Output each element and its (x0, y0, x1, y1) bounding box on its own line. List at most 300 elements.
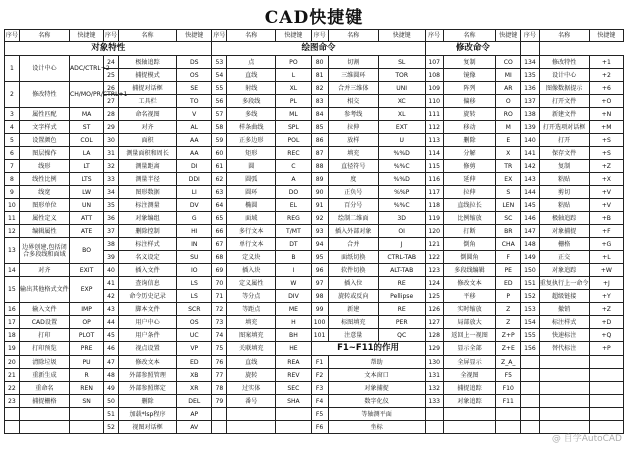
table-cell: 直径符号 (328, 160, 378, 173)
table-cell: 140 (521, 134, 539, 147)
table-cell: 插入块 (227, 264, 276, 277)
table-cell: 图形单位 (19, 199, 69, 212)
table-cell: 148 (521, 238, 539, 251)
table-cell: 图像数据提示 (539, 82, 589, 95)
table-cell: 全视图 (443, 369, 495, 382)
table-cell: 放样 (328, 134, 378, 147)
table-cell: 154 (521, 316, 539, 329)
column-header: 名称 (19, 30, 69, 42)
table-cell: BO (69, 238, 103, 264)
table-row (5, 82, 624, 95)
table-cell: 清除垃圾 (19, 356, 69, 369)
table-cell: 22 (5, 382, 20, 395)
table-cell: 119 (425, 212, 443, 225)
table-cell: 图形数据 (118, 186, 176, 199)
table-cell: H (276, 316, 311, 329)
table-cell: 注意量 (328, 329, 378, 342)
table-cell: 软件切换 (328, 264, 378, 277)
empty-cell (443, 408, 495, 421)
table-cell: TO (177, 95, 212, 108)
table-cell: 51 (104, 408, 119, 421)
table-cell: 标注样式 (118, 238, 176, 251)
table-cell: 对齐 (19, 264, 69, 277)
table-cell: REG (276, 212, 311, 225)
empty-cell (69, 408, 103, 421)
table-cell: AP (177, 408, 212, 421)
table-cell: 栅格 (539, 238, 589, 251)
table-cell: 粘贴 (539, 199, 589, 212)
table-cell: PO (276, 56, 311, 69)
empty-cell (539, 356, 589, 369)
table-cell: 等分点 (227, 290, 276, 303)
table-cell: 对象追踪 (443, 395, 495, 408)
table-cell: 拉伸 (328, 121, 378, 134)
table-cell: 108 (425, 69, 443, 82)
column-header: 名称 (539, 30, 589, 42)
table-cell: 插入文件 (118, 264, 176, 277)
table-cell: 多行文本 (227, 225, 276, 238)
table-cell: 用户条件 (118, 329, 176, 342)
table-cell: REA (276, 356, 311, 369)
table-cell: 旋转 (443, 108, 495, 121)
table-cell: 百分号 (328, 199, 378, 212)
table-cell: RE (378, 277, 425, 290)
table-cell: 标图填充 (328, 316, 378, 329)
table-cell: 146 (521, 212, 539, 225)
table-row (5, 147, 624, 160)
table-cell: 76 (212, 356, 227, 369)
column-header: 快捷键 (378, 30, 425, 42)
table-row (5, 329, 624, 342)
table-cell: 2 (5, 82, 20, 108)
table-cell: BH (276, 329, 311, 342)
table-cell: 对象捕捉 (539, 225, 589, 238)
header-row (5, 30, 624, 42)
table-cell: 82 (311, 82, 328, 95)
table-cell: 边界创建,包括闭合多段线和面域 (19, 238, 69, 264)
table-cell: 保存文件 (539, 147, 589, 160)
table-cell: 52 (104, 421, 119, 434)
table-cell: 25 (104, 69, 119, 82)
table-cell: 文字样式 (19, 121, 69, 134)
table-cell: 35 (104, 199, 119, 212)
empty-cell (227, 421, 276, 434)
table-cell: %%D (378, 173, 425, 186)
table-cell: 55 (212, 82, 227, 95)
table-cell: 合并 (328, 238, 378, 251)
table-cell: 返回上一视图 (443, 329, 495, 342)
table-cell: XB (177, 369, 212, 382)
table-cell: 122 (425, 251, 443, 264)
table-cell: 矩形 (227, 147, 276, 160)
empty-cell (521, 42, 539, 56)
table-cell: 152 (521, 290, 539, 303)
empty-cell (276, 408, 311, 421)
table-cell: 78 (212, 382, 227, 395)
table-cell: F5 (496, 369, 521, 382)
table-cell: 4 (5, 121, 20, 134)
empty-cell (212, 408, 227, 421)
table-cell: %%C (378, 160, 425, 173)
table-cell: 143 (521, 173, 539, 186)
table-cell: M (496, 121, 521, 134)
fkey-label: F2 (311, 369, 328, 382)
table-cell: 60 (212, 147, 227, 160)
table-cell: 属性定义 (19, 212, 69, 225)
table-cell: 修改文本 (118, 356, 176, 369)
table-cell: +S (589, 147, 623, 160)
table-row (5, 199, 624, 212)
table-cell: +P (589, 342, 623, 356)
table-cell: SL (378, 56, 425, 69)
table-cell: 命令历史记录 (118, 290, 176, 303)
table-cell: 图层操作 (19, 147, 69, 160)
table-cell: Z+P (496, 329, 521, 342)
table-cell: 126 (425, 303, 443, 316)
table-cell: 1 (5, 56, 20, 82)
table-cell: DDI (177, 173, 212, 186)
table-cell: %%P (378, 186, 425, 199)
table-row (5, 186, 624, 199)
table-cell: 121 (425, 238, 443, 251)
table-cell: 65 (212, 212, 227, 225)
table-cell: CAD设置 (19, 316, 69, 329)
fkey-label: F4 (311, 395, 328, 408)
column-header: 名称 (118, 30, 176, 42)
empty-cell (425, 421, 443, 434)
table-cell: 42 (104, 290, 119, 303)
table-cell: OI (378, 225, 425, 238)
table-cell: I (276, 264, 311, 277)
table-cell: 3 (5, 108, 20, 121)
table-cell: DV (177, 199, 212, 212)
column-header: 序号 (521, 30, 539, 42)
fkey-function: 对象捕捉 (328, 382, 425, 395)
table-cell: REN (69, 382, 103, 395)
table-cell: 95 (311, 251, 328, 264)
table-cell: 48 (104, 369, 119, 382)
table-cell: 命名视图 (118, 108, 176, 121)
fkey-function: 等轴测平面 (328, 408, 425, 421)
column-header: 快捷键 (496, 30, 521, 42)
table-row (5, 382, 624, 395)
table-row (5, 134, 624, 147)
empty-cell (212, 421, 227, 434)
table-cell: %%C (378, 199, 425, 212)
table-cell: W (276, 277, 311, 290)
table-cell: 设置颜色 (19, 134, 69, 147)
empty-cell (69, 421, 103, 434)
table-cell: 多段线编辑 (443, 264, 495, 277)
table-cell: 73 (212, 316, 227, 329)
table-cell: 117 (425, 186, 443, 199)
table-cell: 109 (425, 82, 443, 95)
table-cell: X (496, 147, 521, 160)
table-row (5, 108, 624, 121)
table-cell: 130 (425, 356, 443, 369)
empty-cell (19, 408, 69, 421)
table-cell: 参考线 (328, 108, 378, 121)
table-cell: %%D (378, 147, 425, 160)
table-cell: EX (496, 173, 521, 186)
table-cell: 123 (425, 264, 443, 277)
table-cell: 外部参照管理 (118, 369, 176, 382)
empty-cell (5, 421, 20, 434)
table-cell: +O (589, 95, 623, 108)
table-cell: E (496, 134, 521, 147)
table-cell: 新建 (328, 303, 378, 316)
table-cell: 84 (311, 108, 328, 121)
table-cell: F (496, 251, 521, 264)
table-cell: 拉伸 (443, 186, 495, 199)
table-cell: EXP (69, 277, 103, 303)
table-cell: 名义设定 (118, 251, 176, 264)
table-cell: 111 (425, 108, 443, 121)
table-cell: 151 (521, 277, 539, 290)
table-cell: 50 (104, 395, 119, 408)
table-cell: 填充 (227, 316, 276, 329)
table-cell: 正负号 (328, 186, 378, 199)
table-cell: OS (177, 316, 212, 329)
table-cell: 44 (104, 316, 119, 329)
table-cell: 复制 (539, 160, 589, 173)
table-cell: DIV (276, 290, 311, 303)
table-cell: 对象编组 (118, 212, 176, 225)
table-cell: AA (177, 147, 212, 160)
table-cell: 141 (521, 147, 539, 160)
table-cell: 射线 (227, 82, 276, 95)
table-row (5, 264, 624, 277)
table-cell: 比例缩放 (443, 212, 495, 225)
table-cell: 46 (104, 342, 119, 356)
table-cell: 输出其他格式文件 (19, 277, 69, 303)
table-cell: 填充 (328, 147, 378, 160)
empty-cell (539, 369, 589, 382)
table-cell: 显示全部 (443, 342, 495, 356)
table-cell: LW (69, 186, 103, 199)
table-cell: 114 (425, 147, 443, 160)
table-cell: F10 (496, 382, 521, 395)
table-cell: 复制 (443, 56, 495, 69)
table-cell: 77 (212, 369, 227, 382)
empty-cell (521, 369, 539, 382)
table-cell: 视点设置 (118, 342, 176, 356)
table-cell: 捕捉对话框 (118, 82, 176, 95)
table-cell: 倒角 (443, 238, 495, 251)
table-cell: 打印 (19, 329, 69, 342)
table-cell: Z_A_ (496, 356, 521, 369)
table-cell: PLOT (69, 329, 103, 342)
table-cell: 倒圆角 (443, 251, 495, 264)
table-cell: 79 (212, 395, 227, 408)
table-cell: 37 (104, 225, 119, 238)
table-cell: +2 (589, 69, 623, 82)
table-cell: 28 (104, 108, 119, 121)
table-cell: 17 (5, 316, 20, 329)
table-cell: T/MT (276, 225, 311, 238)
table-cell: 92 (311, 212, 328, 225)
table-cell: +F (589, 225, 623, 238)
fkey-label: F5 (311, 408, 328, 421)
column-header: 序号 (5, 30, 20, 42)
table-cell: 线宽 (19, 186, 69, 199)
table-cell: 过实体 (227, 382, 276, 395)
column-header: 名称 (443, 30, 495, 42)
table-cell: 72 (212, 303, 227, 316)
table-row (5, 56, 624, 69)
table-cell: 107 (425, 56, 443, 69)
table-cell: S (496, 186, 521, 199)
table-cell: 124 (425, 277, 443, 290)
table-cell: 正交 (539, 251, 589, 264)
table-cell: SN (69, 395, 103, 408)
table-cell: 58 (212, 121, 227, 134)
table-cell: 面纸切换 (328, 251, 378, 264)
table-cell: +M (589, 121, 623, 134)
table-cell: 64 (212, 199, 227, 212)
table-cell: CO (496, 56, 521, 69)
table-cell: 155 (521, 329, 539, 342)
table-cell: L (276, 69, 311, 82)
table-cell: 139 (521, 121, 539, 134)
table-cell: 66 (212, 225, 227, 238)
table-cell: 6 (5, 147, 20, 160)
table-cell: 98 (311, 290, 328, 303)
empty-cell (425, 408, 443, 421)
table-cell: 5 (5, 134, 20, 147)
table-cell: 插入位 (328, 277, 378, 290)
table-cell: 45 (104, 329, 119, 342)
table-cell: 112 (425, 121, 443, 134)
section-header-modify: 修改命令 (425, 42, 521, 56)
section-header-draw: 绘图命令 (212, 42, 425, 56)
empty-cell (276, 421, 311, 434)
table-cell: 94 (311, 238, 328, 251)
fkey-function: 数字化仪 (328, 395, 425, 408)
page-title: CAD快捷键 (264, 8, 364, 28)
table-cell: 合并三维体 (328, 82, 378, 95)
table-cell: 番号 (227, 395, 276, 408)
table-cell: 镜像 (443, 69, 495, 82)
empty-cell (19, 421, 69, 434)
table-cell: 用户中心 (118, 316, 176, 329)
table-cell: 超级链接 (539, 290, 589, 303)
table-cell: 138 (521, 108, 539, 121)
table-cell: 3D (378, 212, 425, 225)
table-row (5, 369, 624, 382)
fkey-function: 帮助 (328, 356, 425, 369)
table-cell: EXT (378, 121, 425, 134)
section-header-object: 对象特性 (5, 42, 212, 56)
table-cell: 删除 (118, 395, 176, 408)
table-cell: 视图对话框 (118, 421, 176, 434)
empty-cell (539, 395, 589, 408)
table-cell: 线性比例 (19, 173, 69, 186)
table-cell: TR (496, 160, 521, 173)
table-cell: REC (276, 147, 311, 160)
table-cell: DEL (177, 395, 212, 408)
table-row (5, 225, 624, 238)
column-header: 序号 (212, 30, 227, 42)
table-cell: 149 (521, 251, 539, 264)
table-cell: +W (589, 264, 623, 277)
table-cell: 21 (5, 369, 20, 382)
table-cell: 54 (212, 69, 227, 82)
table-cell: 23 (5, 395, 20, 408)
table-cell: 旋转或反向 (328, 290, 378, 303)
fkey-function: 文本窗口 (328, 369, 425, 382)
table-cell: 打开选项对话框 (539, 121, 589, 134)
table-cell: 9 (5, 186, 20, 199)
table-cell: 14 (5, 264, 20, 277)
table-cell: +V (589, 186, 623, 199)
table-cell: Pellipse (378, 290, 425, 303)
table-cell: 测量半径 (118, 173, 176, 186)
table-cell: OS (177, 69, 212, 82)
table-cell: 30 (104, 134, 119, 147)
table-cell: SHA (276, 395, 311, 408)
table-cell: 等距点 (227, 303, 276, 316)
table-cell: COL (69, 134, 103, 147)
table-cell: AR (496, 82, 521, 95)
table-cell: DI (177, 160, 212, 173)
table-cell: 115 (425, 160, 443, 173)
table-cell: MA (69, 108, 103, 121)
table-cell: 20 (5, 356, 20, 369)
table-cell: 标注样式 (539, 316, 589, 329)
table-cell: 图案填充 (227, 329, 276, 342)
table-cell: BR (496, 225, 521, 238)
column-header: 快捷键 (177, 30, 212, 42)
table-cell: 53 (212, 56, 227, 69)
table-cell: 多段线 (227, 95, 276, 108)
empty-cell (443, 421, 495, 434)
table-cell: 120 (425, 225, 443, 238)
table-cell: RO (496, 108, 521, 121)
table-cell: 阵列 (443, 82, 495, 95)
table-cell: 测量距离 (118, 160, 176, 173)
table-cell: U (378, 134, 425, 147)
table-cell: Z (496, 316, 521, 329)
table-cell: 10 (5, 199, 20, 212)
table-cell: 144 (521, 186, 539, 199)
table-cell: ALT-TAB (378, 264, 425, 277)
empty-cell (589, 395, 623, 408)
shortcut-table (4, 29, 624, 434)
table-cell: 43 (104, 303, 119, 316)
table-cell: +V (589, 199, 623, 212)
table-cell: Z (496, 303, 521, 316)
table-cell: +1 (589, 56, 623, 69)
empty-cell (521, 408, 539, 421)
table-cell: 椭圆 (227, 199, 276, 212)
table-cell: MI (496, 69, 521, 82)
table-cell: +X (589, 173, 623, 186)
table-cell: 直线拉长 (443, 199, 495, 212)
table-cell: 工具栏 (118, 95, 176, 108)
table-cell: 剪切 (539, 186, 589, 199)
table-cell: 63 (212, 186, 227, 199)
fkey-label: F3 (311, 382, 328, 395)
table-cell: B (276, 251, 311, 264)
table-cell: AL (177, 121, 212, 134)
table-cell: PU (69, 356, 103, 369)
table-cell: AA (177, 134, 212, 147)
table-cell: 129 (425, 342, 443, 356)
table-cell: V (177, 108, 212, 121)
table-cell: 39 (104, 251, 119, 264)
table-cell: LTS (69, 173, 103, 186)
